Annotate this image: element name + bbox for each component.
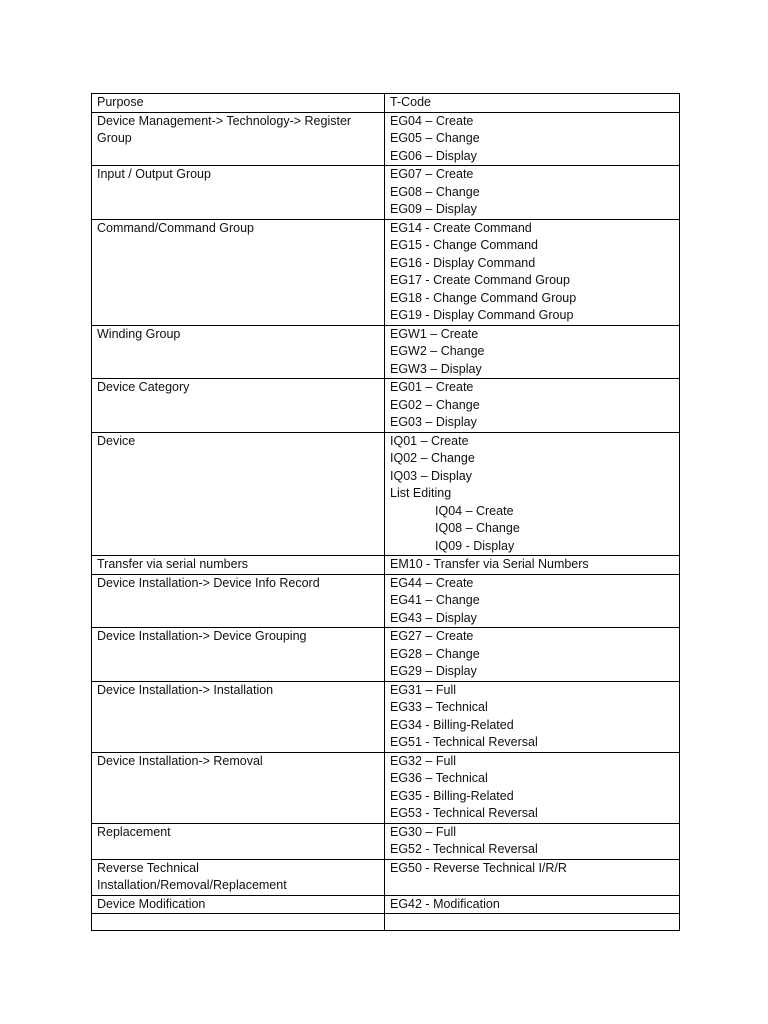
tcode-cell	[385, 112, 680, 166]
table-row	[92, 681, 680, 752]
tcode-cell	[385, 752, 680, 823]
tcode-cell	[385, 166, 680, 220]
purpose-cell: Device Installation-> Installation	[92, 681, 385, 752]
tcode-line: IQ08 – Change	[435, 521, 520, 535]
tcode-line: EG07 – Create	[390, 167, 474, 181]
column-header-purpose: Purpose	[92, 94, 385, 113]
table-row	[92, 895, 680, 914]
tcode-cell	[385, 628, 680, 682]
tcode-cell	[385, 859, 680, 895]
tcode-line: EG01 – Create	[390, 380, 474, 394]
table-row	[92, 166, 680, 220]
tcode-line: EG15 - Change Command	[390, 238, 538, 252]
purpose-cell: Device Category	[92, 379, 385, 433]
table-body	[92, 112, 680, 931]
tcode-line: EG34 - Billing-Related	[390, 717, 514, 732]
tcode-line: EG32 – Full	[390, 753, 457, 768]
purpose-cell: Device Installation-> Device Grouping	[92, 628, 385, 682]
table-row	[92, 823, 680, 859]
tcode-line: EG52 - Technical Reversal	[390, 842, 538, 856]
tcode-cell	[385, 914, 680, 931]
tcode-line: EG44 – Create	[390, 575, 474, 590]
tcode-line: IQ03 – Display	[390, 468, 472, 483]
tcode-line: EGW2 – Change	[390, 344, 485, 358]
purpose-cell	[92, 914, 385, 931]
tcode-line: EG05 – Change	[390, 131, 480, 145]
table-row	[92, 628, 680, 682]
purpose-cell: Device Installation-> Device Info Record	[92, 574, 385, 628]
table-row	[92, 325, 680, 379]
tcode-line: EG29 – Display	[390, 664, 477, 678]
tcode-cell	[385, 556, 680, 575]
table-row	[92, 556, 680, 575]
tcode-line: EG35 - Billing-Related	[390, 788, 514, 803]
table-row	[92, 914, 680, 931]
tcode-line: IQ02 – Change	[390, 451, 475, 465]
table-row	[92, 432, 680, 556]
tcode-line: EG17 - Create Command Group	[390, 273, 570, 287]
tcode-line: EG09 – Display	[390, 202, 477, 216]
table-row	[92, 574, 680, 628]
tcode-line: EG42 - Modification	[390, 896, 500, 911]
table-header-row	[92, 94, 680, 113]
tcode-cell	[385, 681, 680, 752]
tcode-line: EG27 – Create	[390, 629, 474, 643]
tcode-line: EGW1 – Create	[390, 326, 479, 341]
tcode-line: IQ09 - Display	[435, 538, 515, 553]
tcode-line: EG53 - Technical Reversal	[390, 806, 538, 820]
tcode-line: EG28 – Change	[390, 646, 480, 661]
tcode-line: EG04 – Create	[390, 113, 474, 128]
tcode-cell	[385, 574, 680, 628]
table-row	[92, 752, 680, 823]
purpose-cell: Transfer via serial numbers	[92, 556, 385, 575]
tcode-line: EG41 – Change	[390, 593, 480, 607]
purpose-cell: Device Modification	[92, 895, 385, 914]
tcode-line: EG30 – Full	[390, 824, 457, 839]
tcode-line: EG43 – Display	[390, 610, 477, 625]
purpose-cell: Winding Group	[92, 325, 385, 379]
tcode-cell	[385, 325, 680, 379]
column-header-tcode: T-Code	[385, 94, 680, 113]
tcode-line: List Editing	[390, 486, 452, 500]
purpose-cell: Reverse Technical Installation/Removal/Replacement	[92, 859, 385, 895]
tcode-line: IQ01 – Create	[390, 433, 469, 448]
tcode-line: EG18 - Change Command Group	[390, 290, 577, 305]
table-row	[92, 112, 680, 166]
purpose-cell: Device Installation-> Removal	[92, 752, 385, 823]
tcode-cell	[385, 823, 680, 859]
tcode-cell	[385, 432, 680, 556]
purpose-cell: Replacement	[92, 823, 385, 859]
tcode-line: EM10 - Transfer via Serial Numbers	[390, 557, 589, 571]
table-row	[92, 219, 680, 325]
purpose-cell: Device	[92, 432, 385, 556]
tcode-line: EG14 - Create Command	[390, 220, 532, 235]
purpose-cell: Command/Command Group	[92, 219, 385, 325]
tcode-line: EG08 – Change	[390, 184, 480, 199]
tcode-line: EG19 - Display Command Group	[390, 308, 574, 322]
tcode-line: EG51 - Technical Reversal	[390, 735, 538, 749]
tcode-line: EG31 – Full	[390, 682, 457, 697]
tcode-line: EG16 - Display Command	[390, 255, 536, 270]
table-row	[92, 379, 680, 433]
table-row	[92, 859, 680, 895]
tcode-cell	[385, 219, 680, 325]
tcode-line: EG50 - Reverse Technical I/R/R	[390, 860, 567, 875]
tcode-line: EG02 – Change	[390, 397, 480, 412]
tcode-line: EG33 – Technical	[390, 700, 488, 714]
tcode-cell	[385, 895, 680, 914]
tcode-cell	[385, 379, 680, 433]
tcode-line: EG36 – Technical	[390, 771, 488, 785]
tcode-line: IQ04 – Create	[435, 503, 514, 518]
tcode-line: EG03 – Display	[390, 415, 477, 429]
purpose-cell: Input / Output Group	[92, 166, 385, 220]
tcode-line: EG06 – Display	[390, 148, 477, 163]
purpose-cell: Device Management-> Technology-> Register Group	[92, 112, 385, 166]
tcode-line: EGW3 – Display	[390, 361, 482, 376]
tcode-table	[91, 93, 680, 931]
